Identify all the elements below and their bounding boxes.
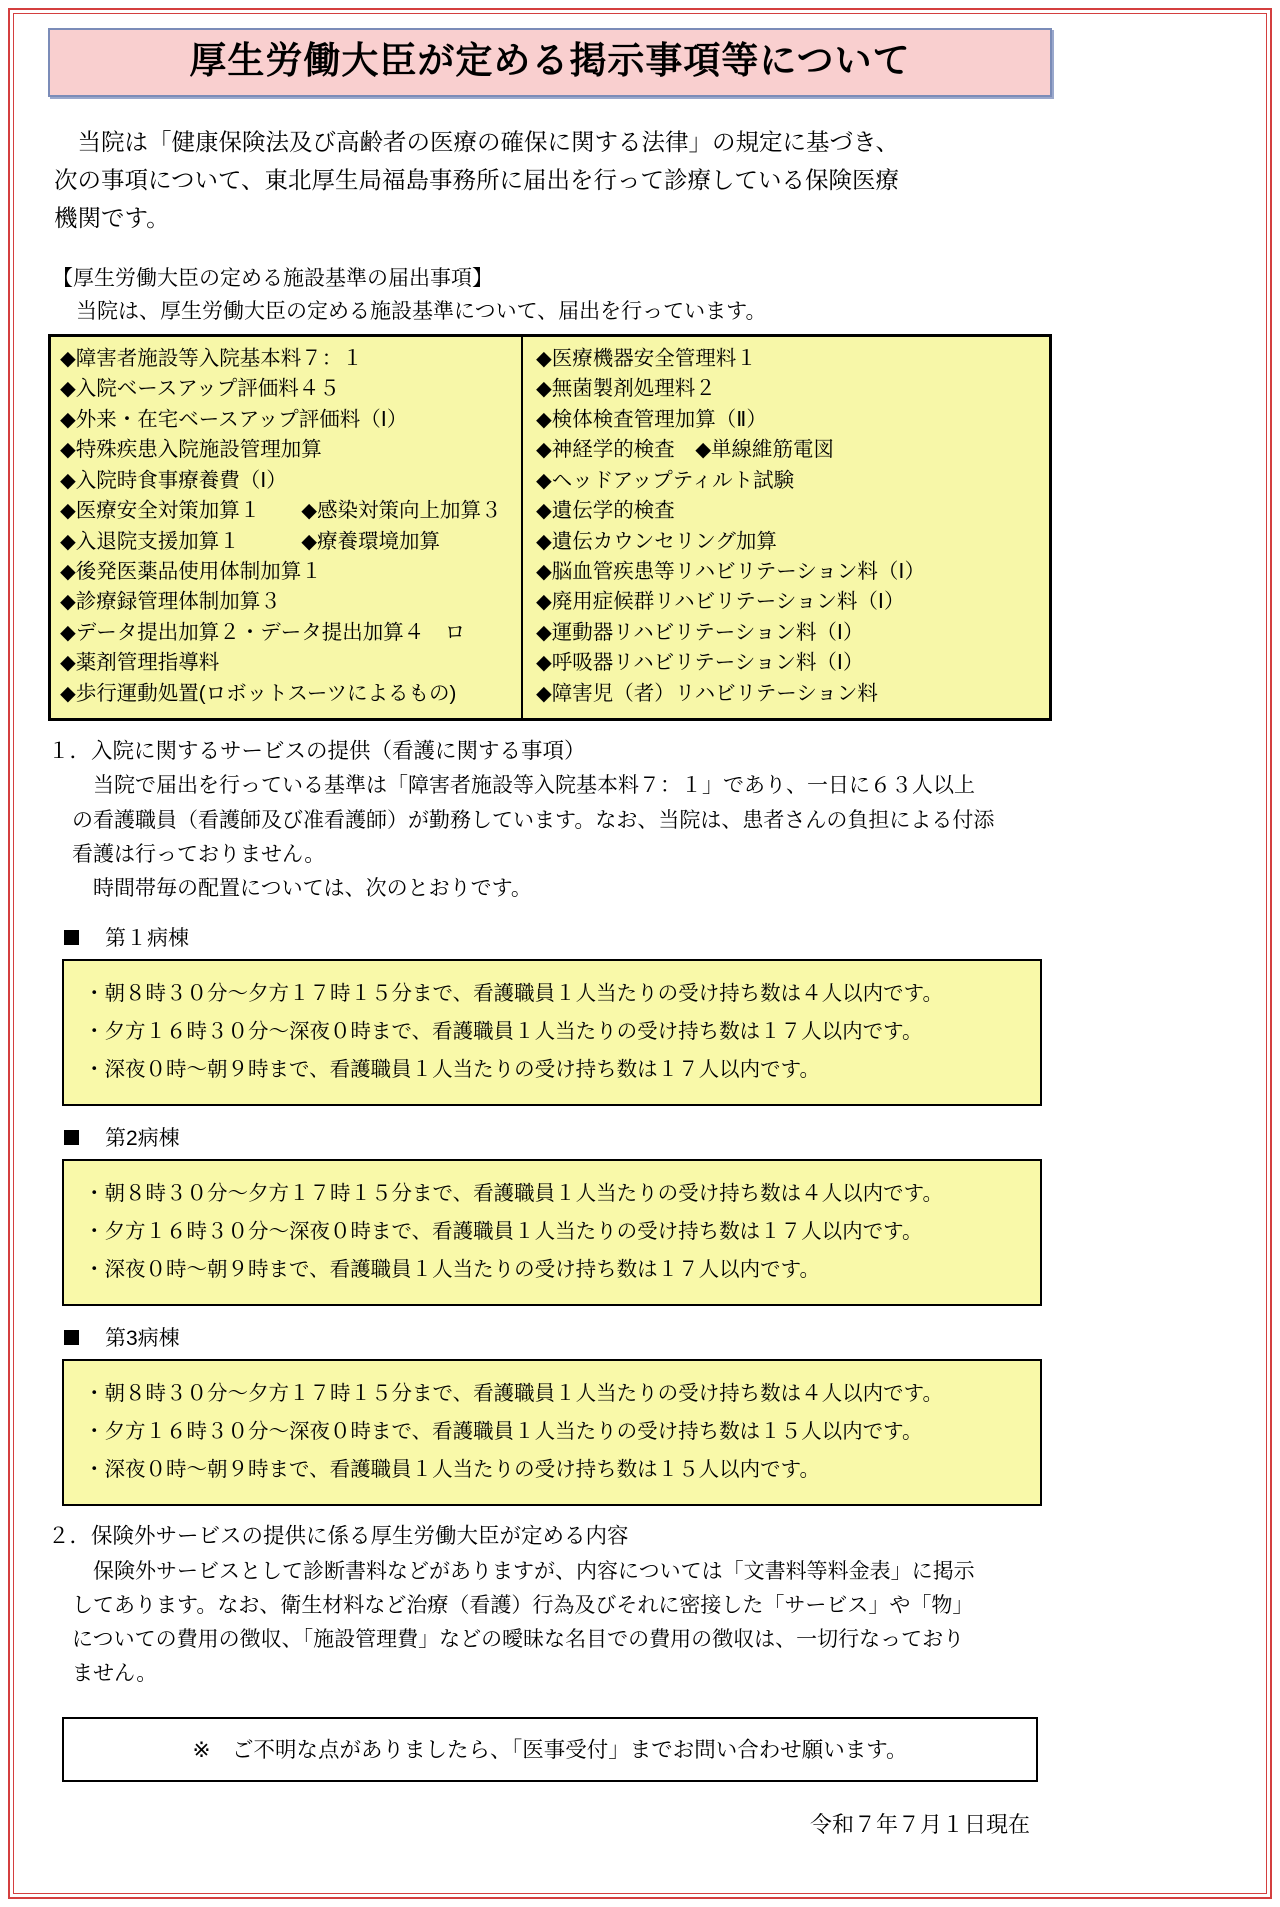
standard-item: ◆神経学的検査 ◆単線維筋電図	[536, 438, 835, 462]
standard-item: ◆運動器リハビリテーション料（Ⅰ）	[536, 620, 864, 644]
facility-standards-table	[48, 334, 1052, 721]
standard-item: ◆遺伝カウンセリング加算	[536, 529, 777, 553]
ward-line: ・夕方１６時３０分～深夜０時まで、看護職員１人当たりの受け持ち数は１７人以内です。	[84, 1019, 923, 1043]
intro-paragraph	[48, 123, 1052, 237]
ward-line: ・夕方１６時３０分～深夜０時まで、看護職員１人当たりの受け持ち数は１５人以内です。	[84, 1419, 923, 1443]
ward-2-label: 第2病棟	[105, 1127, 180, 1151]
section-1-line: の看護職員（看護師及び准看護師）が勤務しています。なお、当院は、患者さんの負担による付添	[72, 808, 995, 832]
standard-item: ◆特殊疾患入院施設管理加算	[60, 438, 322, 462]
ward-3-label-row	[64, 1322, 1052, 1352]
ward-line: ・夕方１６時３０分～深夜０時まで、看護職員１人当たりの受け持ち数は１７人以内です。	[84, 1219, 923, 1243]
standard-item: ◆後発医薬品使用体制加算１	[60, 559, 322, 583]
standard-item: ◆障害者施設等入院基本料７：１	[60, 346, 363, 370]
section-2	[48, 1520, 1052, 1691]
section-2-line: ません。	[72, 1662, 158, 1686]
standards-left-column	[51, 337, 523, 718]
ward-2-label-row	[64, 1122, 1052, 1152]
contact-notice-box: ※ ご不明な点がありましたら、「医事受付」までお問い合わせ願います。	[62, 1717, 1038, 1782]
standard-item: ◆ヘッドアップティルト試験	[536, 468, 795, 492]
standard-item: ◆遺伝学的検査	[536, 499, 675, 523]
standard-item: ◆検体検査管理加算（Ⅱ）	[536, 407, 767, 431]
standard-item: ◆データ提出加算２・データ提出加算４ ロ	[60, 620, 466, 644]
ward-1-label-row	[64, 922, 1052, 952]
standard-item: ◆医療安全対策加算１ ◆感染対策向上加算３	[60, 499, 502, 523]
ward-3-label: 第3病棟	[105, 1327, 180, 1351]
ward-line: ・朝８時３０分～夕方１７時１５分まで、看護職員１人当たりの受け持ち数は４人以内です。	[84, 1382, 943, 1406]
standard-item: ◆医療機器安全管理料１	[536, 346, 757, 370]
standard-item: ◆診療録管理体制加算３	[60, 590, 281, 614]
title-banner	[48, 28, 1052, 97]
standards-section	[48, 263, 1052, 721]
intro-line: 次の事項について、東北厚生局福島事務所に届出を行って診療している保険医療	[54, 166, 900, 193]
standard-item: ◆薬剤管理指導料	[60, 651, 220, 675]
section-1-body	[72, 769, 1052, 906]
section-2-title: ２．保険外サービスの提供に係る厚生労働大臣が定める内容	[48, 1524, 629, 1549]
section-2-line: についての費用の徴収、「施設管理費」などの曖昧な名目での費用の徴収は、一切行なっており	[72, 1627, 965, 1651]
ward-block-2	[48, 1122, 1052, 1306]
ward-1-box	[62, 959, 1042, 1106]
document-content	[48, 28, 1052, 1839]
section-2-line: 保険外サービスとして診断書料などがありますが、内容については「文書料等料金表」に掲示	[72, 1559, 975, 1583]
standard-item: ◆入院時食事療養費（Ⅰ）	[60, 468, 287, 492]
standard-item: ◆障害児（者）リハビリテーション料	[536, 681, 878, 705]
section-1-title: １．入院に関するサービスの提供（看護に関する事項）	[48, 739, 586, 764]
ward-1-label: 第１病棟	[105, 927, 189, 951]
intro-line: 機関です。	[54, 204, 170, 231]
ward-3-box	[62, 1359, 1042, 1506]
square-bullet-icon	[64, 930, 79, 945]
section-2-body	[72, 1555, 1052, 1692]
standards-heading: 【厚生労働大臣の定める施設基準の届出事項】	[52, 266, 493, 290]
ward-block-3	[48, 1322, 1052, 1506]
ward-2-box	[62, 1159, 1042, 1306]
ward-line: ・深夜０時～朝９時まで、看護職員１人当たりの受け持ち数は１７人以内です。	[84, 1057, 820, 1081]
standard-item: ◆廃用症候群リハビリテーション料（Ⅰ）	[536, 590, 905, 614]
square-bullet-icon	[64, 1130, 79, 1145]
section-2-line: してあります。なお、衛生材料など治療（看護）行為及びそれに密接した「サービス」や「物」	[72, 1593, 974, 1617]
standard-item: ◆入退院支援加算１ ◆療養環境加算	[60, 529, 441, 553]
section-1-line: 時間帯毎の配置については、次のとおりです。	[72, 877, 532, 901]
standard-item: ◆外来・在宅ベースアップ評価料（Ⅰ）	[60, 407, 408, 431]
standards-right-column	[523, 337, 1049, 718]
standards-subheading: 当院は、厚生労働大臣の定める施設基準について、届出を行っています。	[76, 300, 767, 324]
standard-item: ◆呼吸器リハビリテーション料（Ⅰ）	[536, 651, 864, 675]
ward-line: ・朝８時３０分～夕方１７時１５分まで、看護職員１人当たりの受け持ち数は４人以内です。	[84, 1182, 943, 1206]
standard-item: ◆入院ベースアップ評価料４５	[60, 377, 340, 401]
standard-item: ◆無菌製剤処理料２	[536, 377, 716, 401]
ward-line: ・深夜０時～朝９時まで、看護職員１人当たりの受け持ち数は１５人以内です。	[84, 1457, 820, 1481]
standard-item: ◆脳血管疾患等リハビリテーション料（Ⅰ）	[536, 559, 925, 583]
section-1	[48, 735, 1052, 906]
ward-line: ・深夜０時～朝９時まで、看護職員１人当たりの受け持ち数は１７人以内です。	[84, 1257, 820, 1281]
ward-block-1	[48, 922, 1052, 1106]
intro-line: 当院は「健康保険法及び高齢者の医療の確保に関する法律」の規定に基づき、	[54, 128, 900, 155]
footer-date: 令和７年７月１日現在	[809, 1812, 1030, 1838]
section-1-line: 当院で届出を行っている基準は「障害者施設等入院基本料７：１」であり、一日に６３人以上	[72, 774, 975, 798]
standard-item: ◆歩行運動処置(ロボットスーツによるもの)	[60, 681, 457, 705]
ward-line: ・朝８時３０分～夕方１７時１５分まで、看護職員１人当たりの受け持ち数は４人以内です。	[84, 982, 943, 1006]
square-bullet-icon	[64, 1330, 79, 1345]
section-1-line: 看護は行っておりません。	[72, 842, 326, 866]
page-title: 厚生労働大臣が定める掲示事項等について	[189, 40, 911, 81]
